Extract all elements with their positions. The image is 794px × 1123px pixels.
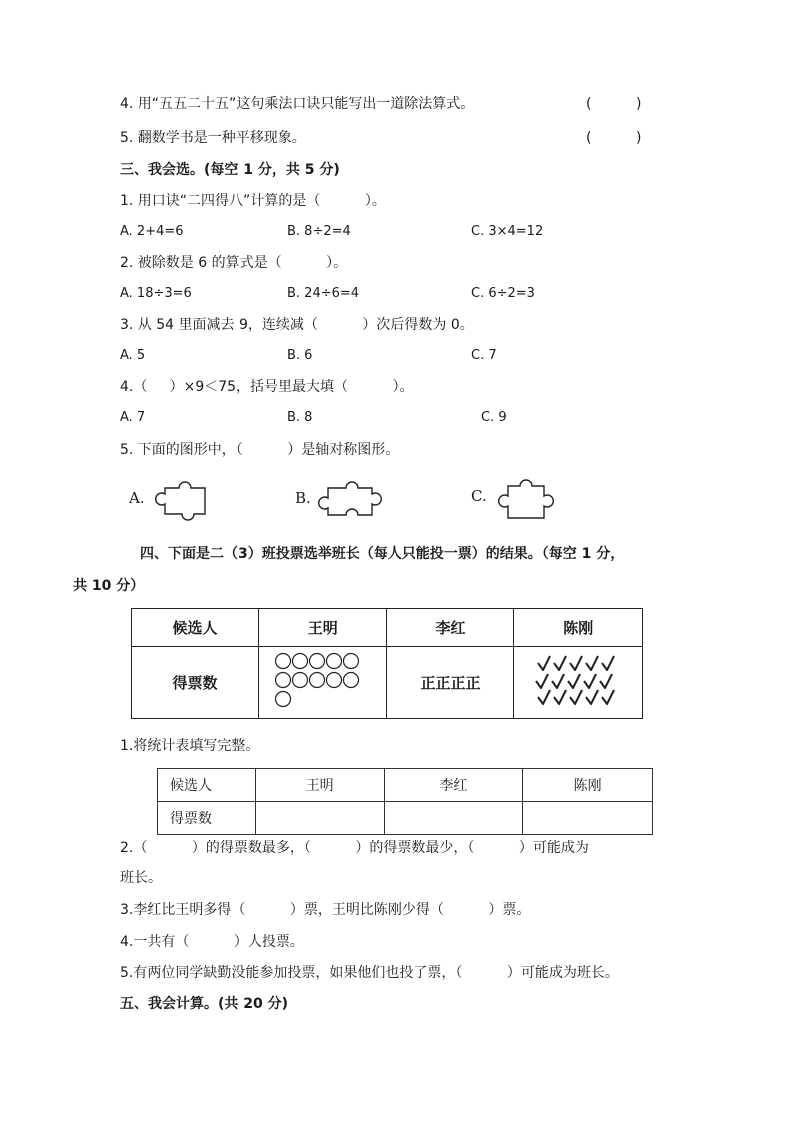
- section4-title-line1: 四、下面是二（3）班投票选举班长（每人只能投一票）的结果。（每空 1 分，: [140, 546, 625, 562]
- s3-q4-option-c[interactable]: C. 9: [481, 410, 507, 425]
- vote-row-label: 得票数: [132, 647, 259, 719]
- vote-header-label: 候选人: [132, 609, 259, 647]
- stat-header-wang-ming: 王明: [255, 769, 384, 802]
- s4-q1: 1.将统计表填写完整。: [120, 738, 260, 754]
- s4-q2-line2: 班长。: [120, 870, 162, 886]
- section5-title: 五、我会计算。(共 20 分): [120, 996, 289, 1012]
- s3-q3-option-c[interactable]: C. 7: [471, 348, 497, 363]
- stat-cell-li-hong[interactable]: [384, 802, 523, 835]
- shape-c-puzzle[interactable]: [494, 466, 560, 524]
- stat-header-li-hong: 李红: [384, 769, 523, 802]
- shape-a-label: A.: [129, 489, 145, 507]
- s3-q1-option-a[interactable]: A. 2+4=6: [120, 224, 184, 239]
- s4-q5: 5.有两位同学缺勤没能参加投票，如果他们也投了票，（ ）可能成为班长。: [120, 965, 619, 981]
- stat-table: [157, 768, 653, 835]
- s3-q2: 2. 被除数是 6 的算式是（ ）。: [120, 255, 348, 271]
- section4-title-line2: 共 10 分）: [73, 578, 145, 594]
- s3-q1-option-c[interactable]: C. 3×4=12: [471, 224, 544, 239]
- s3-q2-option-a[interactable]: A. 18÷3=6: [120, 286, 192, 301]
- s3-q4: 4.（ ）×9＜75，括号里最大填（ ）。: [120, 379, 414, 395]
- s3-q2-option-b[interactable]: B. 24÷6=4: [287, 286, 360, 301]
- vote-li-hong-tally: 正正正正: [387, 647, 514, 719]
- s3-q3-option-b[interactable]: B. 6: [287, 348, 313, 363]
- vote-result-table: [131, 608, 643, 719]
- s3-q1-option-b[interactable]: B. 8÷2=4: [287, 224, 351, 239]
- shape-c-label: C.: [471, 487, 487, 505]
- s4-q3: 3.李红比王明多得（ ）票，王明比陈刚少得（ ）票。: [120, 902, 531, 918]
- s4-q4: 4.一共有（ ）人投票。: [120, 934, 304, 950]
- section3-title: 三、我会选。(每空 1 分，共 5 分): [120, 162, 340, 178]
- vote-wang-ming-circles: [258, 647, 387, 719]
- judge-q5-answer-blank[interactable]: ( ): [586, 130, 642, 146]
- judge-q5: 5. 翻数学书是一种平移现象。: [120, 130, 306, 146]
- s3-q1: 1. 用口诀“二四得八”计算的是（ ）。: [120, 193, 386, 209]
- circle-tally-icon: [273, 651, 373, 711]
- vote-header-chen-gang: 陈刚: [514, 609, 643, 647]
- stat-header-label: 候选人: [158, 769, 256, 802]
- stat-header-chen-gang: 陈刚: [523, 769, 653, 802]
- s3-q4-option-a[interactable]: A. 7: [120, 410, 146, 425]
- shape-b-puzzle[interactable]: [316, 470, 388, 524]
- s3-q3: 3. 从 54 里面减去 9，连续减（ ）次后得数为 0。: [120, 317, 474, 333]
- s3-q5: 5. 下面的图形中，（ ）是轴对称图形。: [120, 442, 400, 458]
- judge-q4: 4. 用“五五二十五”这句乘法口诀只能写出一道除法算式。: [120, 96, 475, 112]
- vote-header-li-hong: 李红: [387, 609, 514, 647]
- vote-chen-gang-checks: [514, 647, 643, 719]
- stat-row-label: 得票数: [158, 802, 256, 835]
- stat-cell-chen-gang[interactable]: [523, 802, 653, 835]
- vote-header-wang-ming: 王明: [258, 609, 387, 647]
- shape-b-label: B.: [295, 489, 311, 507]
- shape-a-puzzle[interactable]: [150, 478, 212, 524]
- judge-q4-answer-blank[interactable]: ( ): [586, 96, 642, 112]
- s3-q2-option-c[interactable]: C. 6÷2=3: [471, 286, 535, 301]
- s4-q2-line1: 2.（ ）的得票数最多，（ ）的得票数最少，（ ）可能成为: [120, 840, 589, 856]
- stat-cell-wang-ming[interactable]: [255, 802, 384, 835]
- checkmark-tally-icon: [528, 651, 628, 711]
- s3-q4-option-b[interactable]: B. 8: [287, 410, 313, 425]
- s3-q3-option-a[interactable]: A. 5: [120, 348, 146, 363]
